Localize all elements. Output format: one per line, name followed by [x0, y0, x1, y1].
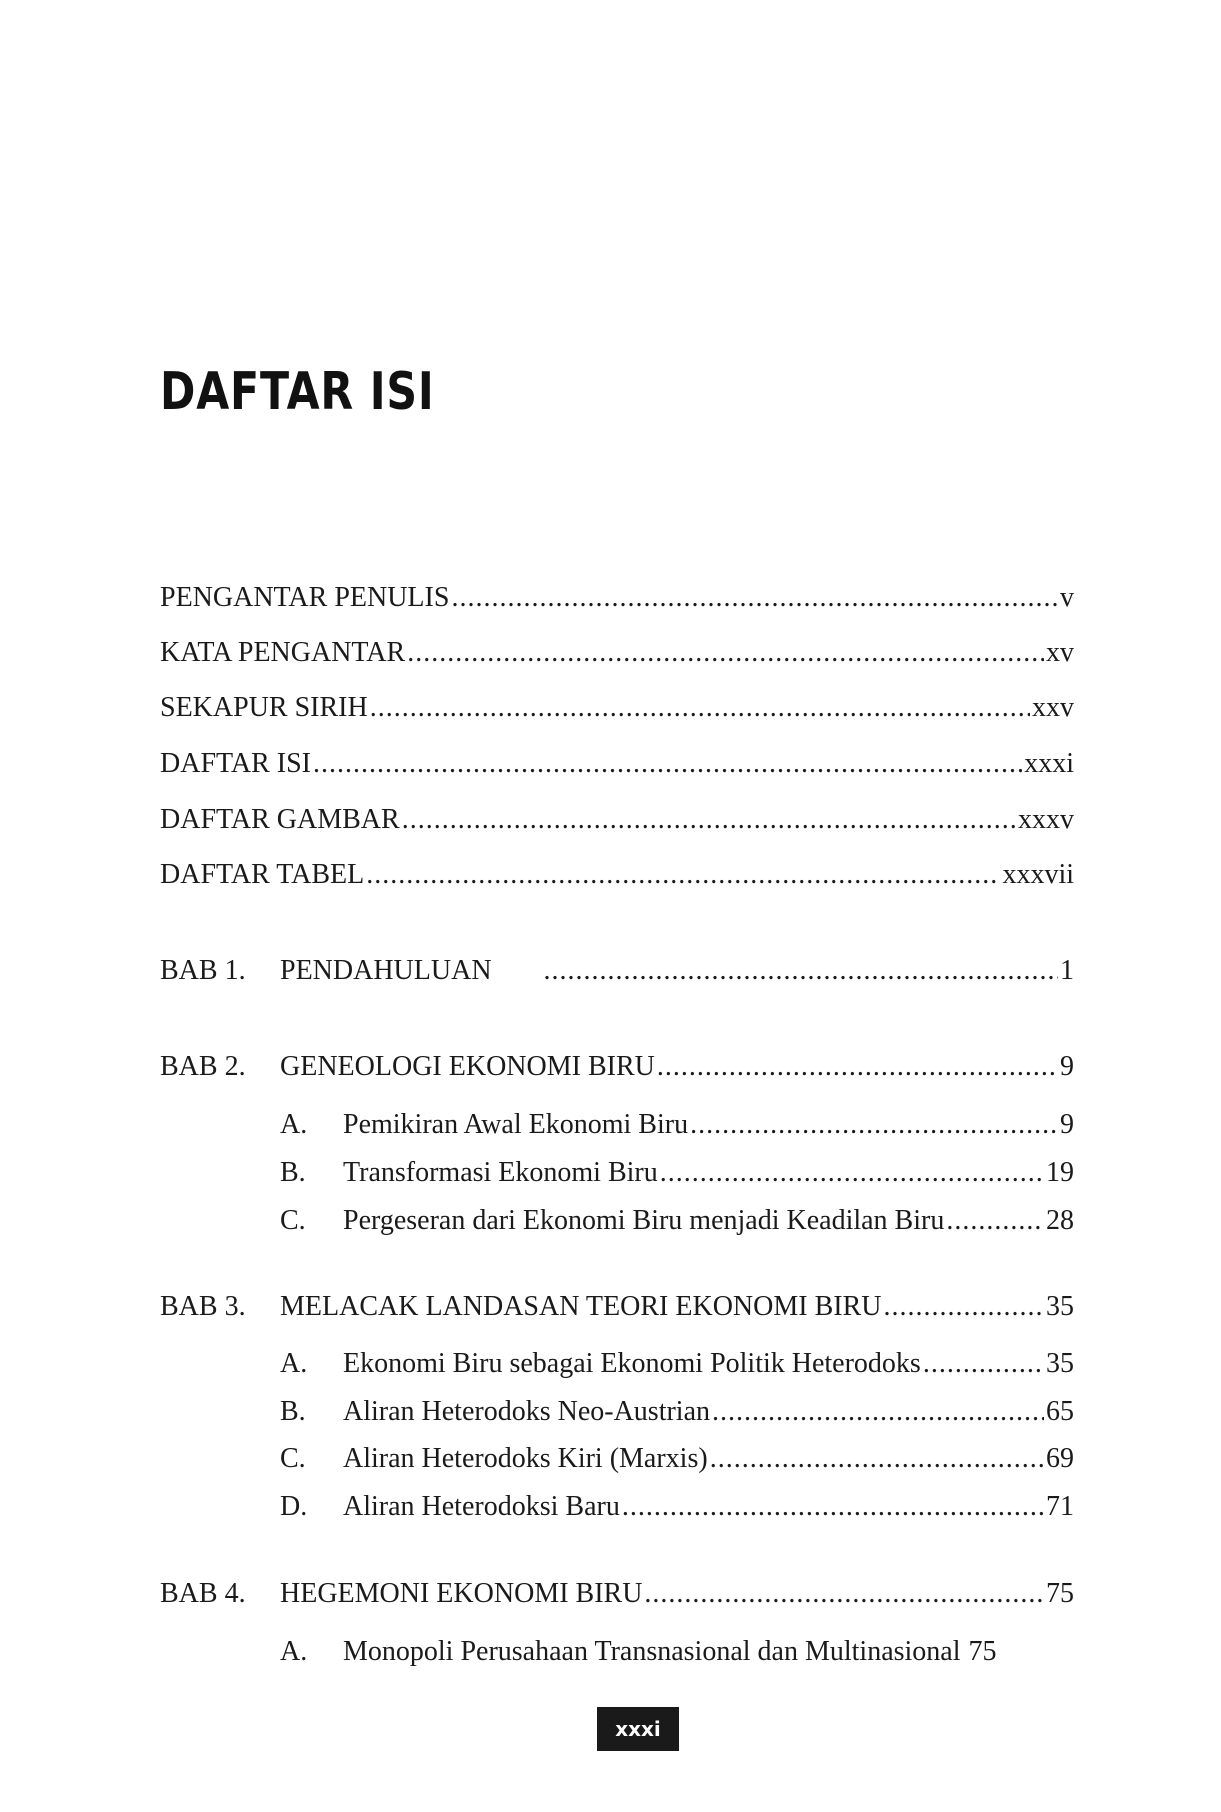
- toc-section-2a[interactable]: [343, 1109, 1074, 1141]
- toc-entry-daftar-gambar[interactable]: [160, 804, 1074, 836]
- dot-leader: [407, 637, 1044, 669]
- dot-leader: [366, 859, 1000, 891]
- toc-entry-label: DAFTAR TABEL: [160, 859, 365, 890]
- dot-leader: [622, 1491, 1044, 1523]
- toc-entry-pengantar-penulis[interactable]: [160, 582, 1074, 614]
- toc-entry-label: Transformasi Ekonomi Biru: [343, 1157, 658, 1188]
- toc-entry-page: 71: [1046, 1491, 1074, 1522]
- toc-entry-label: KATA PENGANTAR: [160, 637, 406, 668]
- toc-entry-label: Pemikiran Awal Ekonomi Biru: [343, 1109, 689, 1140]
- toc-entry-page: 75: [1046, 1578, 1074, 1609]
- toc-chapter-2[interactable]: [280, 1051, 1074, 1083]
- dot-leader: [883, 1291, 1044, 1323]
- toc-entry-label: DAFTAR GAMBAR: [160, 804, 400, 835]
- toc-entry-label: MELACAK LANDASAN TEORI EKONOMI BIRU: [280, 1291, 882, 1322]
- section-letter: A.: [280, 1109, 308, 1140]
- toc-entry-label: Aliran Heterodoks Neo-Austrian: [343, 1396, 711, 1427]
- page-number-badge: [597, 1707, 679, 1751]
- toc-entry-label: HEGEMONI EKONOMI BIRU: [280, 1578, 643, 1609]
- chapter-number: BAB 4.: [160, 1578, 246, 1609]
- toc-section-3d[interactable]: [343, 1491, 1074, 1523]
- toc-entry-sekapur-sirih[interactable]: [160, 692, 1074, 724]
- toc-entry-page: 69: [1046, 1443, 1074, 1474]
- toc-entry-page: xxxvii: [1002, 859, 1074, 890]
- toc-section-3c[interactable]: [343, 1443, 1074, 1475]
- toc-entry-page: 75: [968, 1636, 997, 1667]
- section-letter: B.: [280, 1157, 306, 1188]
- dot-leader: [451, 582, 1058, 614]
- section-letter: A.: [280, 1636, 308, 1667]
- toc-entry-page: 9: [1060, 1051, 1074, 1082]
- toc-section-2b[interactable]: [343, 1157, 1074, 1189]
- dot-leader: [370, 692, 1030, 724]
- dot-leader: [946, 1205, 1044, 1237]
- section-letter: B.: [280, 1396, 306, 1427]
- toc-entry-page: 1: [1060, 955, 1074, 986]
- dot-leader: [712, 1396, 1044, 1428]
- toc-entry-page: 65: [1046, 1396, 1074, 1427]
- chapter-number: BAB 3.: [160, 1291, 246, 1322]
- toc-entry-page: v: [1060, 582, 1074, 613]
- toc-entry-page: xxxv: [1018, 804, 1074, 835]
- dot-leader: [313, 748, 1022, 780]
- dot-leader: [923, 1348, 1044, 1380]
- toc-entry-page: xv: [1046, 637, 1074, 668]
- chapter-number: BAB 1.: [160, 955, 246, 986]
- chapter-number: BAB 2.: [160, 1051, 246, 1082]
- toc-entry-page: 28: [1046, 1205, 1074, 1236]
- toc-entry-page: xxv: [1032, 692, 1074, 723]
- toc-entry-label: SEKAPUR SIRIH: [160, 692, 368, 723]
- toc-chapter-4[interactable]: [280, 1578, 1074, 1610]
- section-letter: C.: [280, 1205, 306, 1236]
- toc-entry-label: Aliran Heterodoks Kiri (Marxis): [343, 1443, 708, 1474]
- toc-entry-label: GENEOLOGI EKONOMI BIRU: [280, 1051, 655, 1082]
- page-number: xxxi: [615, 1717, 661, 1741]
- toc-entry-daftar-isi[interactable]: [160, 748, 1074, 780]
- toc-entry-daftar-tabel[interactable]: [160, 859, 1074, 891]
- toc-entry-label: PENDAHULUAN: [280, 955, 492, 986]
- section-letter: A.: [280, 1348, 308, 1379]
- toc-chapter-3[interactable]: [280, 1291, 1074, 1323]
- toc-entry-page: xxxi: [1024, 748, 1074, 779]
- toc-entry-label: PENGANTAR PENULIS: [160, 582, 450, 613]
- page-title: DAFTAR ISI: [160, 362, 435, 422]
- toc-entry-label: Monopoli Perusahaan Transnasional dan Multinasional: [343, 1636, 961, 1667]
- dot-leader: [657, 1051, 1058, 1083]
- toc-entry-label: Ekonomi Biru sebagai Ekonomi Politik Heterodoks: [343, 1348, 921, 1379]
- toc-entry-kata-pengantar[interactable]: [160, 637, 1074, 669]
- toc-entry-page: 9: [1060, 1109, 1074, 1140]
- toc-entry-label: Aliran Heterodoksi Baru: [343, 1491, 620, 1522]
- toc-entry-label: DAFTAR ISI: [160, 748, 311, 779]
- toc-section-4a[interactable]: [343, 1636, 1074, 1668]
- toc-chapter-1[interactable]: [280, 955, 1074, 987]
- toc-section-3a[interactable]: [343, 1348, 1074, 1380]
- dot-leader: [402, 804, 1016, 836]
- toc-section-2c[interactable]: [343, 1205, 1074, 1237]
- dot-leader: [544, 955, 1058, 987]
- dot-leader: [660, 1157, 1044, 1189]
- dot-leader: [690, 1109, 1058, 1141]
- toc-entry-page: 35: [1046, 1291, 1074, 1322]
- section-letter: D.: [280, 1491, 308, 1522]
- toc-entry-page: 19: [1046, 1157, 1074, 1188]
- toc-entry-page: 35: [1046, 1348, 1074, 1379]
- dot-leader: [710, 1443, 1044, 1475]
- toc-entry-label: Pergeseran dari Ekonomi Biru menjadi Keadilan Biru: [343, 1205, 945, 1236]
- dot-leader: [644, 1578, 1044, 1610]
- section-letter: C.: [280, 1443, 306, 1474]
- toc-section-3b[interactable]: [343, 1396, 1074, 1428]
